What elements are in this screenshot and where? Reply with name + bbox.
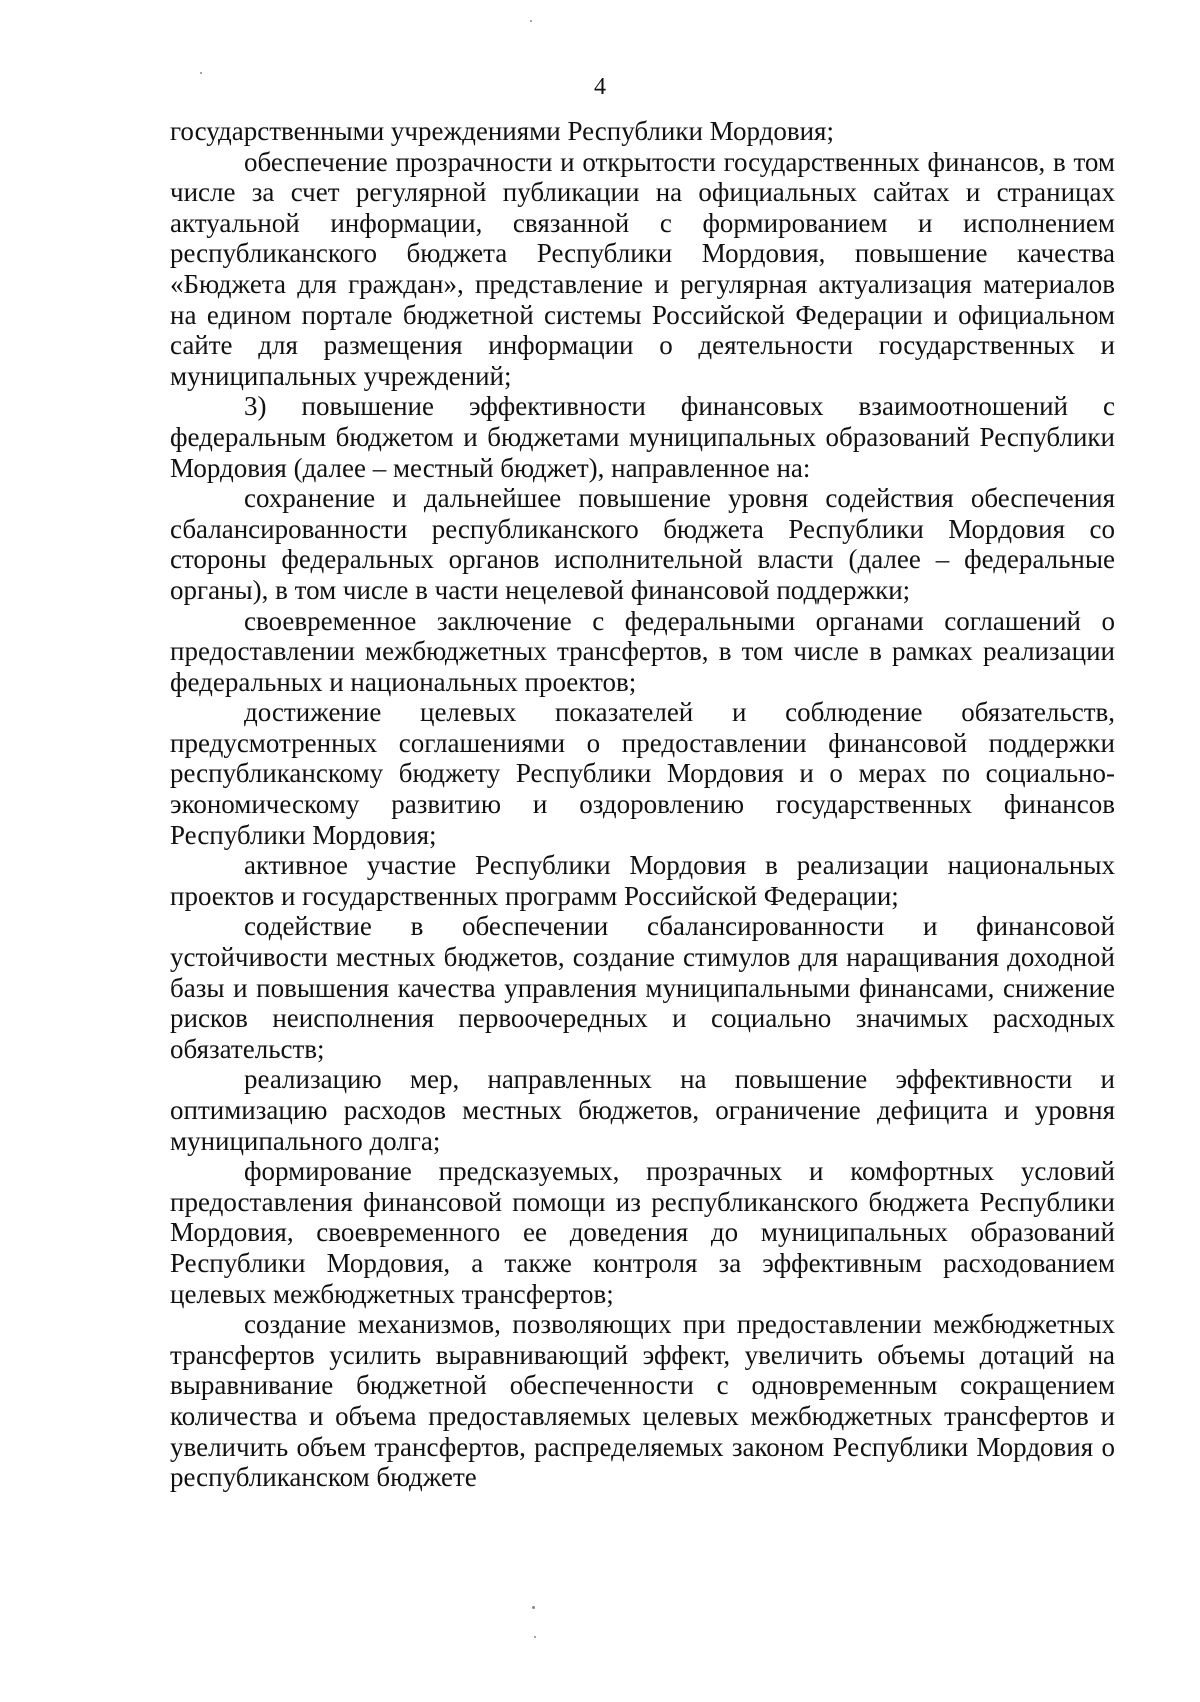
paragraph: сохранение и дальнейшее повышение уровня содействия обеспечения сбалансированности республиканского бюджета Республики Мордовия со стороны федеральных органов исполнительной власти (далее – федеральные органы), в том числе в части нецелевой финансовой поддержки; xyxy=(170,483,1115,605)
paragraph: своевременное заключение с федеральными органами соглашений о предоставлении межбюджетных трансфертов, в том числе в рамках реализации федеральных и национальных проектов; xyxy=(170,605,1115,697)
paragraph: 3) повышение эффективности финансовых взаимоотношений с федеральным бюджетом и бюджетами муниципальных образований Республики Мордовия (далее – местный бюджет), направленное на: xyxy=(170,391,1115,483)
paragraph: реализацию мер, направленных на повышение эффективности и оптимизацию расходов местных бюджетов, ограничение дефицита и уровня муниципального долга; xyxy=(170,1064,1115,1156)
scan-speck xyxy=(534,1636,536,1638)
scan-speck xyxy=(200,72,202,74)
paragraph: содействие в обеспечении сбалансированности и финансовой устойчивости местных бюджетов, создание стимулов для наращивания доходной базы и повышения качества управления муниципальными финансами, снижение рисков неисполнения первоочередных и социально значимых расходных обязательств; xyxy=(170,911,1115,1064)
scan-speck xyxy=(532,1606,535,1609)
paragraph: обеспечение прозрачности и открытости государственных финансов, в том числе за счет регулярной публикации на официальных сайтах и страницах актуальной информации, связанной с формированием и исполнением республиканского бюджета Республики Мордовия, повышение качества «Бюджета для граждан», представление и регулярная актуализация материалов на едином портале бюджетной системы Российской Федерации и официальном сайте для размещения информации о деятельности государственных и муниципальных учреждений; xyxy=(170,146,1115,391)
paragraph: создание механизмов, позволяющих при предоставлении межбюджетных трансфертов усилить выравнивающий эффект, увеличить объемы дотаций на выравнивание бюджетной обеспеченности с одновременным сокращением количества и объема предоставляемых целевых межбюджетных трансфертов и увеличить объем трансфертов, распределяемых законом Республики Мордовия о республиканском бюджете xyxy=(170,1309,1115,1493)
paragraph: активное участие Республики Мордовия в реализации национальных проектов и государственных программ Российской Федерации; xyxy=(170,850,1115,911)
page-number: 4 xyxy=(594,74,606,100)
scan-speck xyxy=(530,20,532,22)
paragraph: формирование предсказуемых, прозрачных и комфортных условий предоставления финансовой помощи из республиканского бюджета Республики Мордовия, своевременного ее доведения до муниципальных образований Республики Мордовия, а также контроля за эффективным расходованием целевых межбюджетных трансфертов; xyxy=(170,1156,1115,1309)
body-text xyxy=(170,116,1115,1493)
paragraph: государственными учреждениями Республики Мордовия; xyxy=(170,116,834,146)
paragraph: достижение целевых показателей и соблюдение обязательств, предусмотренных соглашениями о предоставлении финансовой поддержки республиканскому бюджету Республики Мордовия и о мерах по социально-экономическому развитию и оздоровлению государственных финансов Республики Мордовия; xyxy=(170,697,1115,850)
